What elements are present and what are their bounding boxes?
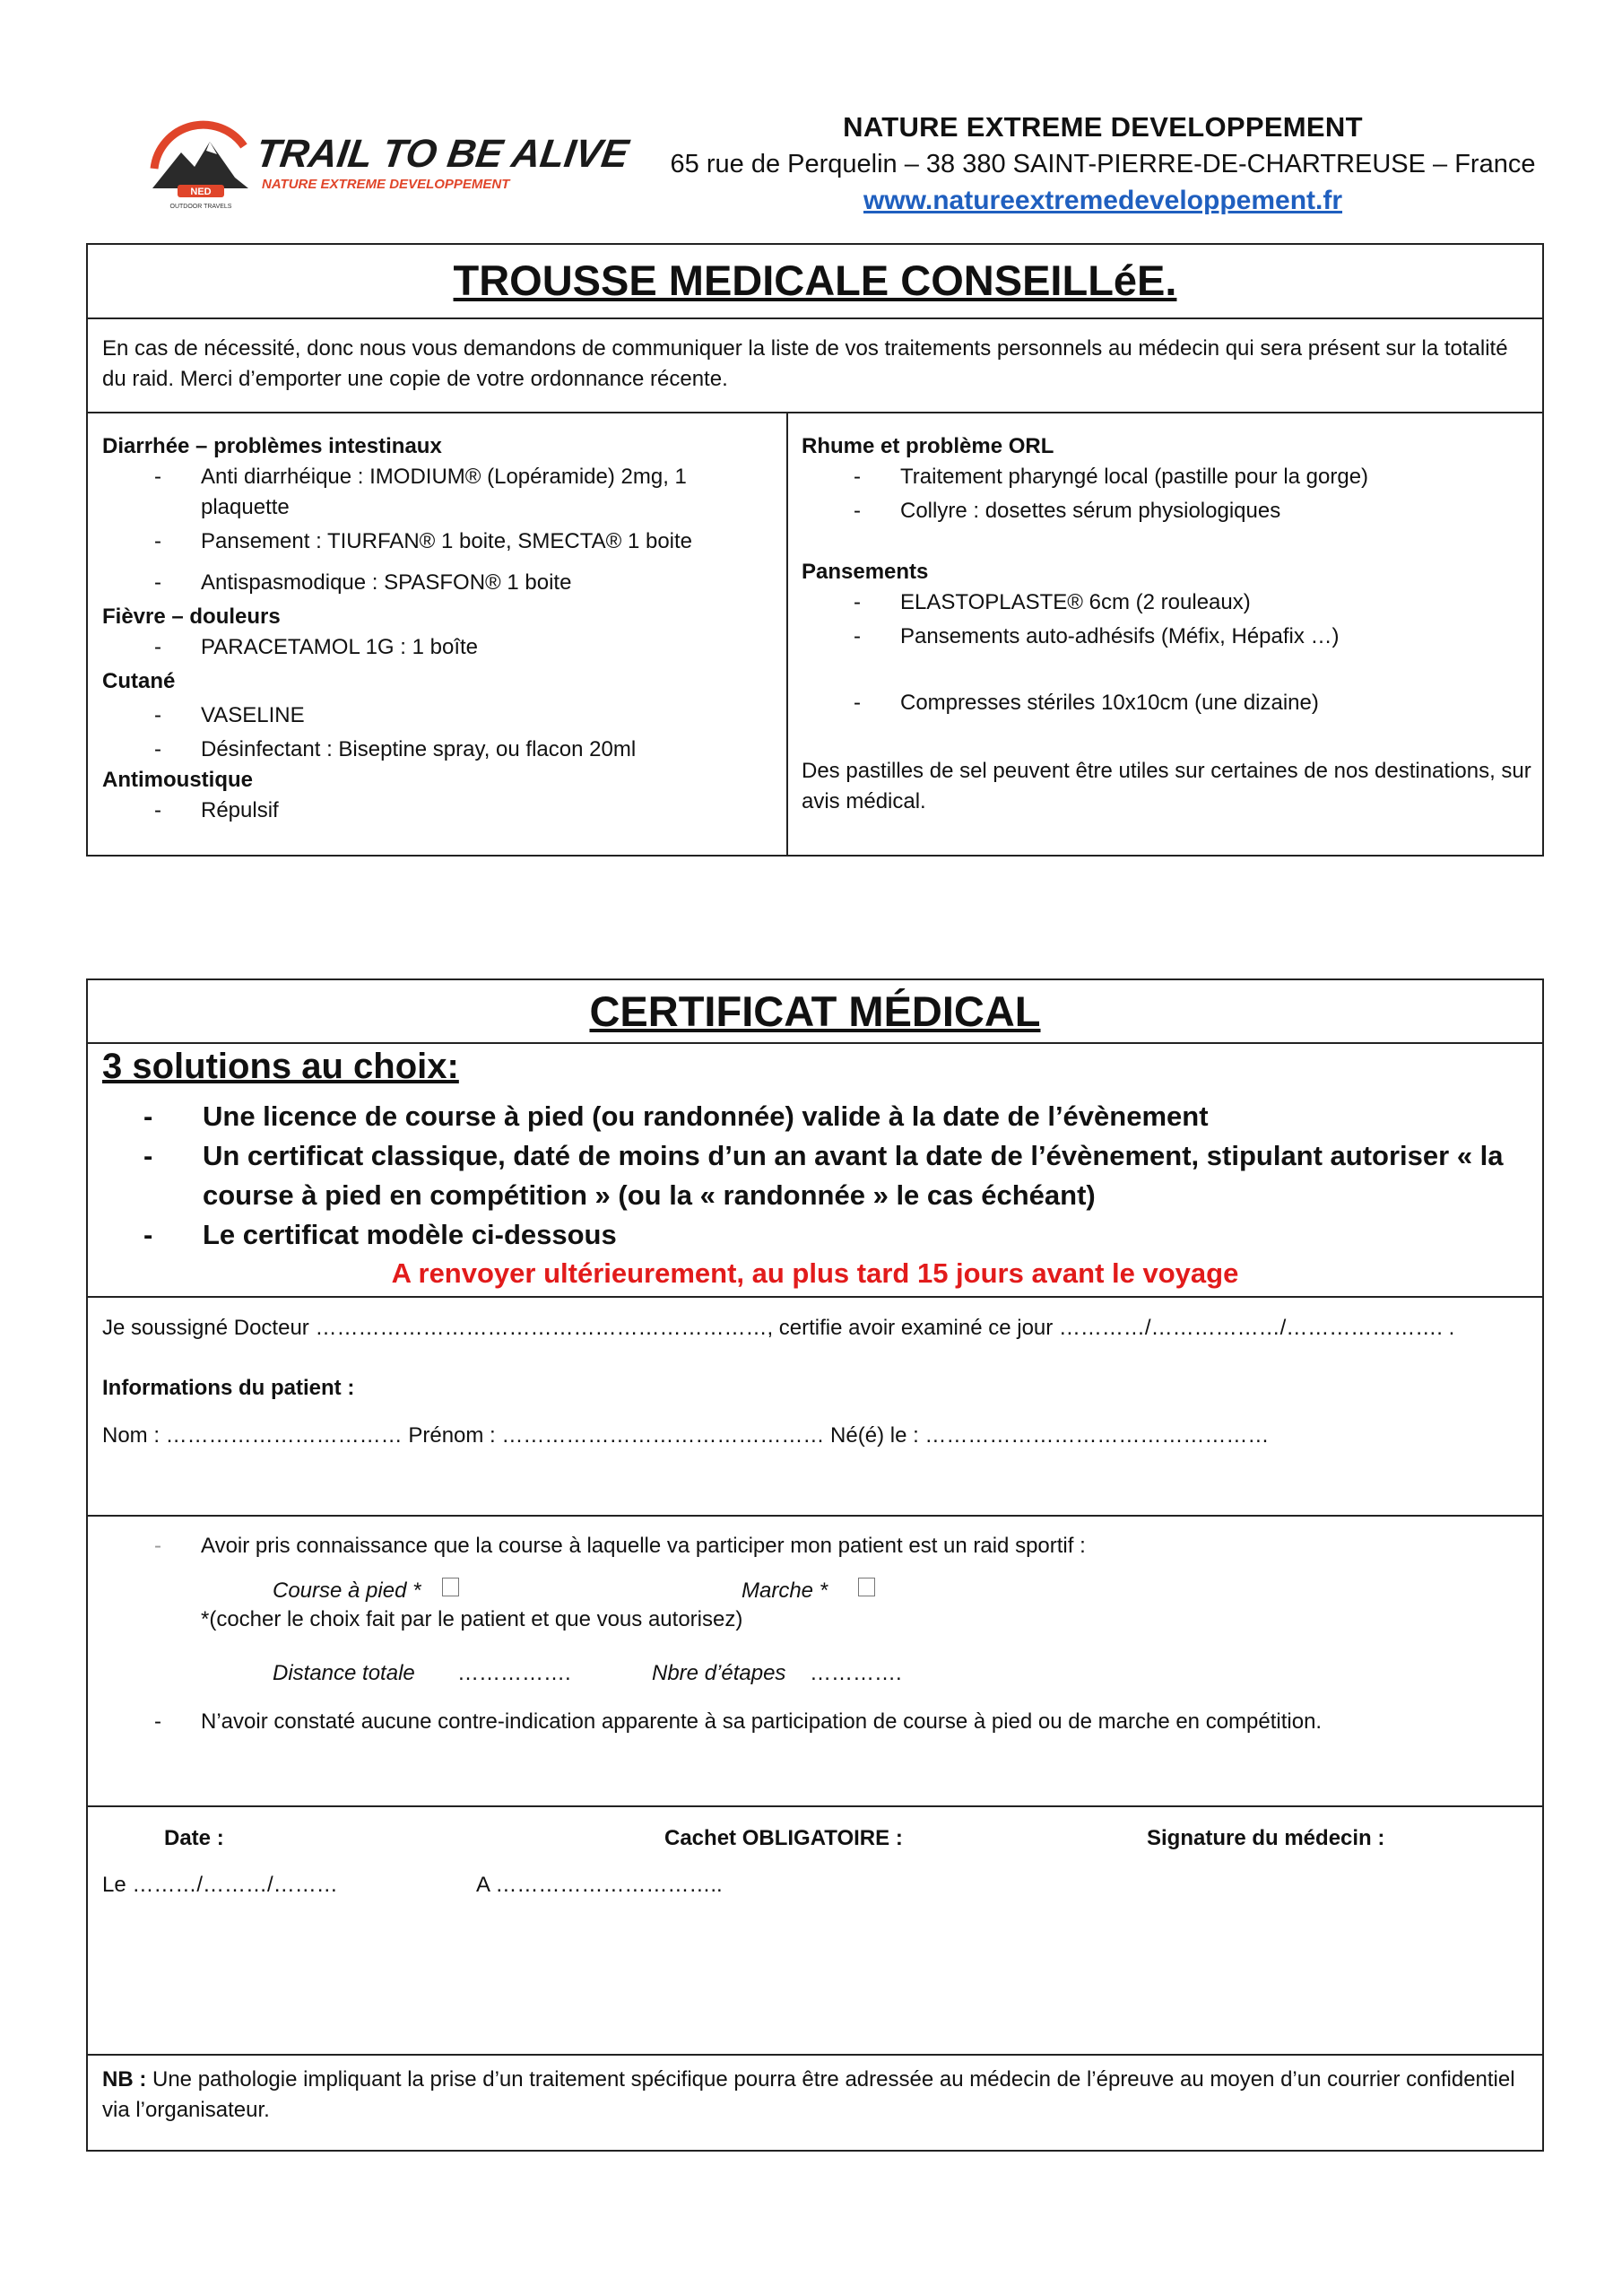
certificat-title: CERTIFICAT MÉDICAL — [589, 987, 1041, 1035]
list-item-text: VASELINE — [201, 703, 305, 727]
list-item: - Compresses stériles 10x10cm (une dizaine) — [854, 691, 1319, 715]
list-item: - Avoir pris connaissance que la course à laquelle va participer mon patient est un raid sportif : — [154, 1534, 1086, 1558]
list-item: - Traitement pharyngé local (pastille pour la gorge) — [854, 465, 1369, 489]
list-item-text: Antispasmodique : SPASFON® 1 boite — [201, 570, 572, 595]
le-date-field[interactable]: Le ………/………/……… — [102, 1873, 338, 1897]
divider — [88, 2054, 1542, 2056]
section-title: Cutané — [102, 669, 176, 693]
logo-subtitle: NATURE EXTREME DEVELOPPEMENT — [262, 177, 510, 192]
list-item: - Collyre : dosettes sérum physiologiques — [854, 499, 1281, 523]
company-logo — [145, 115, 631, 213]
list-item-text: Pansement : TIURFAN® 1 boite, SMECTA® 1 boite — [201, 529, 693, 553]
header-info — [628, 109, 1578, 219]
section-title: Diarrhée – problèmes intestinaux — [102, 434, 442, 458]
lieu-field[interactable]: A ………………………….. — [476, 1873, 723, 1897]
list-item: - Désinfectant : Biseptine spray, ou flacon 20ml — [154, 737, 637, 761]
org-address: 65 rue de Perquelin – 38 380 SAINT-PIERRE-DE-CHARTREUSE – France — [670, 150, 1536, 178]
list-item-text: PARACETAMOL 1G : 1 boîte — [201, 635, 478, 659]
list-item-text: ELASTOPLASTE® 6cm (2 rouleaux) — [900, 590, 1251, 614]
trousse-right-column — [802, 431, 1532, 817]
solution-item: - Le certificat modèle ci-dessous — [143, 1219, 617, 1250]
section-title: Fièvre – douleurs — [102, 604, 281, 629]
list-item-text: Avoir pris connaissance que la course à laquelle va participer mon patient est un raid sportif : — [201, 1534, 1086, 1558]
trousse-intro: En cas de nécessité, donc nous vous demandons de communiquer la liste de vos traitements personnels au médecin qui sera présent sur la totalité du raid. Merci d’emporter une copie de votre ordonnance récente. — [102, 336, 1508, 391]
solutions-title: 3 solutions au choix: — [102, 1047, 459, 1086]
website-link[interactable]: www.natureextremedeveloppement.fr — [863, 186, 1343, 215]
list-item: - PARACETAMOL 1G : 1 boîte — [154, 635, 478, 659]
list-item-text: Répulsif — [201, 798, 279, 822]
column-divider — [786, 412, 788, 857]
divider — [88, 1296, 1542, 1298]
solution-text: Un certificat classique, daté de moins d’un an avant la date de l’évènement, stipulant autoriser « la course à pied en compétition » (ou la « randonnée » le cas échéant) — [203, 1140, 1504, 1211]
cachet-label: Cachet OBLIGATOIRE : — [664, 1826, 903, 1850]
pastilles-note: Des pastilles de sel peuvent être utiles sur certaines de nos destinations, sur avis médical. — [802, 759, 1531, 813]
list-item: - Pansement : TIURFAN® 1 boite, SMECTA® 1 boite — [154, 529, 693, 553]
solution-text: Une licence de course à pied (ou randonnée) valide à la date de l’évènement — [203, 1100, 1209, 1132]
mountain-logo-icon — [145, 115, 631, 213]
etapes-field[interactable]: …………. — [810, 1661, 902, 1685]
patient-line: Nom : …………………………… Prénom : ……………………………………… Né(é) le : ………………………………………… — [102, 1423, 1270, 1448]
marche-label: Marche * — [742, 1578, 828, 1603]
warning-text: A renvoyer ultérieurement, au plus tard 15 jours avant le voyage — [391, 1257, 1239, 1289]
list-item: - ELASTOPLASTE® 6cm (2 rouleaux) — [854, 590, 1251, 614]
divider — [88, 412, 1542, 413]
trousse-title: TROUSSE MEDICALE CONSEILLéE. — [453, 257, 1177, 304]
list-item-text: Pansements auto-adhésifs (Méfix, Hépafix …) — [900, 624, 1340, 648]
trousse-box — [86, 243, 1544, 857]
certificat-box — [86, 978, 1544, 2152]
list-item-text: Traitement pharyngé local (pastille pour la gorge) — [900, 465, 1369, 489]
solution-item: - Une licence de course à pied (ou randonnée) valide à la date de l’évènement — [143, 1100, 1209, 1132]
list-item: - N’avoir constaté aucune contre-indication apparente à sa participation de course à pied ou de marche en compétition. — [154, 1709, 1323, 1734]
distance-field[interactable]: ……………. — [457, 1661, 571, 1685]
list-item: - Anti diarrhéique : IMODIUM® (Lopéramide) 2mg, 1 plaquette — [154, 465, 687, 519]
signature-label: Signature du médecin : — [1147, 1826, 1385, 1850]
cocher-note: *(cocher le choix fait par le patient et que vous autorisez) — [201, 1607, 743, 1631]
list-item-text: Compresses stériles 10x10cm (une dizaine) — [900, 691, 1319, 715]
section-title: Rhume et problème ORL — [802, 434, 1054, 458]
list-item: - Antispasmodique : SPASFON® 1 boite — [154, 570, 572, 595]
list-item: - VASELINE — [154, 703, 305, 727]
divider — [88, 1042, 1542, 1044]
list-item-text: Désinfectant : Biseptine spray, ou flacon 20ml — [201, 737, 637, 761]
list-item: - Pansements auto-adhésifs (Méfix, Hépafix …) — [854, 624, 1340, 648]
divider — [88, 1805, 1542, 1807]
section-title: Pansements — [802, 560, 929, 584]
nb-text: Une pathologie impliquant la prise d’un traitement spécifique pourra être adressée au médecin de l’épreuve au moyen d’un courrier confidentiel via l’organisateur. — [102, 2067, 1515, 2122]
distance-row — [102, 1635, 1528, 1691]
course-label: Course à pied * — [273, 1578, 421, 1603]
attestation-section — [102, 1531, 1528, 1737]
solution-text: Le certificat modèle ci-dessous — [203, 1219, 617, 1250]
divider — [88, 1515, 1542, 1517]
list-item-text: N’avoir constaté aucune contre-indication apparente à sa participation de course à pied ou de marche en compétition. — [201, 1709, 1323, 1734]
trousse-left-column — [102, 431, 784, 826]
date-label: Date : — [164, 1826, 224, 1850]
docteur-line: Je soussigné Docteur ………………………………………………………, certifie avoir examiné ce jour …………/………………/…………………. . — [102, 1316, 1455, 1340]
logo-title: TRAIL TO BE ALIVE — [253, 132, 631, 176]
divider — [88, 317, 1542, 319]
section-title: Antimoustique — [102, 768, 253, 792]
course-checkbox[interactable] — [442, 1578, 459, 1596]
list-item: - Répulsif — [154, 798, 279, 822]
logo-badge: NED — [190, 187, 212, 197]
list-item-text: Anti diarrhéique : IMODIUM® (Lopéramide) 2mg, 1 plaquette — [201, 465, 687, 519]
org-name: NATURE EXTREME DEVELOPPEMENT — [843, 111, 1363, 143]
nb-note — [102, 2065, 1528, 2126]
patient-title: Informations du patient : — [102, 1376, 355, 1400]
marche-checkbox[interactable] — [858, 1578, 875, 1596]
solution-item: - Un certificat classique, daté de moins d’un an avant la date de l’évènement, stipulant autoriser « la course à pied en compétition » (ou la « randonnée » le cas échéant) — [143, 1140, 1504, 1211]
nb-label: NB : — [102, 2067, 147, 2092]
solutions-list — [88, 1097, 1522, 1255]
distance-label: Distance totale — [273, 1661, 415, 1685]
list-item-text: Collyre : dosettes sérum physiologiques — [900, 499, 1281, 523]
logo-tag: OUTDOOR TRAVELS — [169, 204, 232, 210]
choice-row — [102, 1567, 1528, 1612]
etapes-label: Nbre d’étapes — [652, 1661, 786, 1685]
